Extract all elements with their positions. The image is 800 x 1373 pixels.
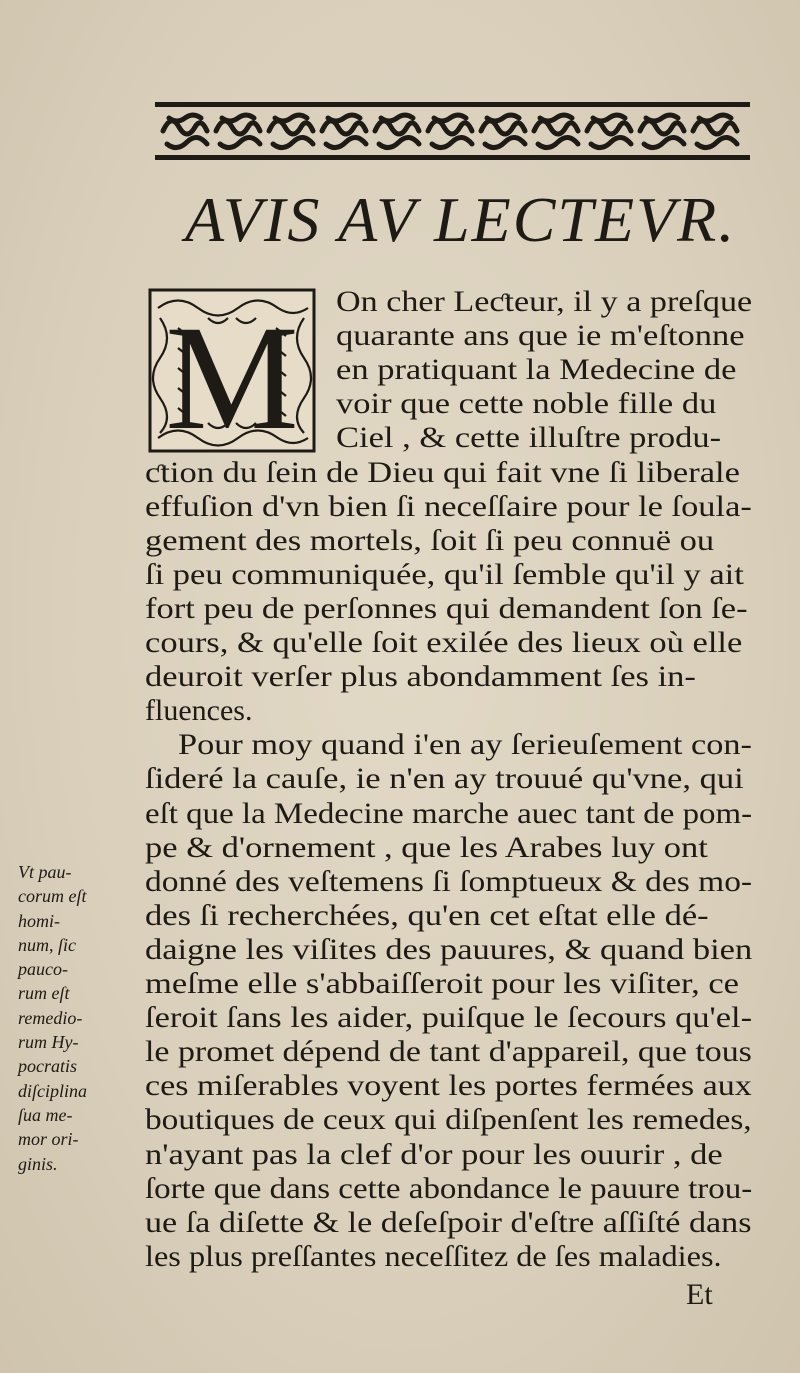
body-line: le promet dépend de tant d'appareil, que tous — [145, 1035, 752, 1069]
ornament-unit — [163, 115, 207, 148]
ornament-unit — [640, 115, 684, 148]
body-line: en pratiquant la Medecine de — [336, 353, 737, 387]
body-line: Pour moy quand i'en ay ſerieuſement con- — [178, 728, 752, 762]
margin-note-line: Vt pau- — [18, 862, 72, 882]
ornament-unit — [216, 115, 260, 148]
body-line: gement des mortels, ſoit ſi peu connuë ou — [145, 523, 715, 557]
fleuron-ornament-band — [155, 100, 750, 162]
catchword: Et — [686, 1278, 713, 1311]
ornament-unit — [269, 115, 313, 148]
ornament-unit — [534, 115, 578, 148]
body-line: pe & d'ornement , que les Arabes luy ont — [145, 830, 708, 864]
drop-cap-letter: M — [165, 295, 299, 453]
body-line: daigne les viſites des pauures, & quand bien — [145, 932, 753, 966]
body-line: ces miſerables voyent les portes fermées aux — [145, 1069, 752, 1103]
body-line: boutiques de ceux qui diſpenſent les remedes, — [145, 1103, 752, 1137]
ornament-unit — [481, 115, 525, 148]
body-line: les plus preſſantes neceſſitez de ſes maladies. — [145, 1239, 722, 1273]
body-line: On cher Leƈteur, il y a preſque — [336, 285, 753, 318]
body-line: ſideré la cauſe, ie n'en ay trouué qu'vne, qui — [145, 762, 744, 796]
margin-note-line: ginis. — [18, 1153, 58, 1174]
body-line: eſt que la Medecine marche auec tant de pom- — [145, 796, 753, 830]
body-line: ſorte que dans cette abondance le pauure trou- — [145, 1171, 753, 1205]
body-line: cours, & qu'elle ſoit exilée des lieux où elle — [145, 626, 743, 659]
margin-note-line: pocratis — [18, 1056, 78, 1077]
margin-note-line: homi- — [18, 910, 60, 931]
page-heading: AVIS AV LECTEVR. — [185, 184, 737, 255]
margin-note-line: pauco- — [18, 959, 68, 980]
body-line: meſme elle s'abbaiſſeroit pour les viſiter, ce — [145, 967, 740, 1000]
margin-note-line: rum eſt — [18, 983, 70, 1004]
body-line: voir que cette noble fille du — [336, 387, 717, 421]
ornament-unit — [428, 115, 472, 148]
body-line: ƈtion du ſein de Dieu qui fait vne ſi liberale — [145, 455, 740, 489]
margin-note-line: diſciplina — [18, 1080, 87, 1101]
margin-note-line: mor ori- — [18, 1129, 79, 1150]
body-line: donné des veſtemens ſi ſomptueux & des mo- — [145, 864, 753, 898]
ornament-unit — [375, 115, 419, 148]
body-line: quarante ans que ie m'eſtonne — [336, 319, 745, 353]
body-line: effuſion d'vn bien ſi neceſſaire pour le ſoula- — [145, 489, 752, 523]
body-line: deuroit verſer plus abondamment ſes in- — [145, 660, 696, 694]
body-line: Ciel , & cette illuſtre produ- — [336, 421, 722, 455]
ornament-unit — [587, 115, 631, 148]
ornament-unit — [693, 115, 737, 148]
margin-note-line: corum eſt — [18, 886, 87, 907]
decorated-initial-m — [148, 288, 316, 453]
margin-note-line: rum Hy- — [18, 1032, 79, 1053]
body-line: fluences. — [145, 694, 253, 728]
body-line: ue ſa diſette & le deſeſpoir d'eſtre aſſiſté dans — [145, 1205, 752, 1239]
body-line: ſeroit ſans les aider, puiſque le ſecours qu'el- — [145, 1001, 753, 1035]
margin-note-line: remedio- — [18, 1007, 83, 1028]
body-line: n'ayant pas la clef d'or pour les ouurir , de — [145, 1137, 723, 1171]
margin-note — [18, 860, 130, 1176]
margin-note-line: num, ſic — [18, 934, 76, 955]
body-line: des ſi recherchées, qu'en cet eſtat elle dé- — [145, 898, 709, 932]
margin-note-line: ſua me- — [18, 1104, 73, 1125]
body-line: fort peu de perſonnes qui demandent ſon ſe- — [145, 591, 748, 625]
body-line: ſi peu communiquée, qu'il ſemble qu'il y ait — [145, 557, 744, 591]
ornament-unit — [322, 115, 366, 148]
